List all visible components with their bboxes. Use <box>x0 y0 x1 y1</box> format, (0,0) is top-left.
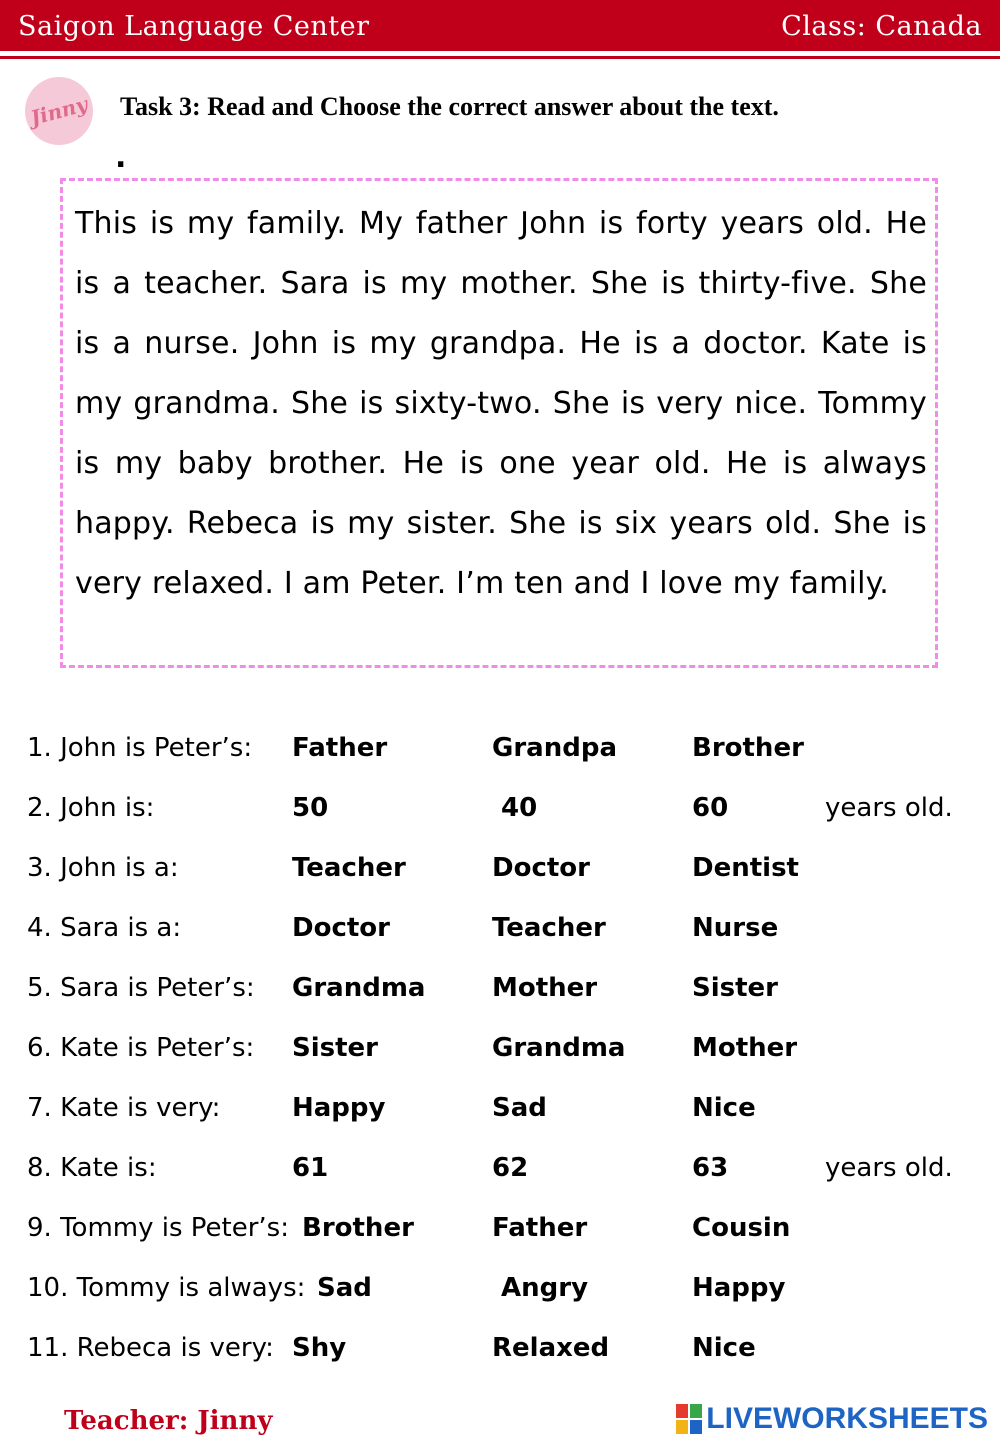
answer-option[interactable]: 62 <box>492 1153 529 1183</box>
answer-option[interactable]: Sad <box>492 1093 547 1123</box>
answer-option[interactable]: Teacher <box>492 913 606 943</box>
liveworksheets-brand <box>676 1402 988 1436</box>
question-row <box>27 904 987 964</box>
answer-option[interactable]: Happy <box>292 1093 386 1123</box>
class-label: Class: Canada <box>781 11 982 42</box>
question-text: 9. Tommy is Peter’s: <box>27 1213 289 1243</box>
answer-option[interactable]: Sister <box>292 1033 378 1063</box>
answer-option[interactable]: 63 <box>692 1153 729 1183</box>
teacher-credit: Teacher: Jinny <box>64 1406 273 1436</box>
question-text: 6. Kate is Peter’s: <box>27 1033 255 1063</box>
question-row <box>27 1024 987 1084</box>
answer-option[interactable]: Nice <box>692 1093 756 1123</box>
answer-option[interactable]: 50 <box>292 793 329 823</box>
answer-option[interactable]: 60 <box>692 793 729 823</box>
question-text: 10. Tommy is always: <box>27 1273 306 1303</box>
answer-option[interactable]: Mother <box>692 1033 798 1063</box>
header-bar <box>0 0 1000 51</box>
answer-option[interactable]: 61 <box>292 1153 329 1183</box>
task-title: Task 3: Read and Choose the correct answer about the text. <box>120 92 779 121</box>
svg-text:Jinny: Jinny <box>27 91 91 131</box>
question-suffix: years old. <box>825 1153 953 1183</box>
answer-option[interactable]: Sister <box>692 973 778 1003</box>
answer-option[interactable]: Angry <box>492 1273 589 1303</box>
answer-option[interactable]: Brother <box>302 1213 414 1243</box>
answer-option[interactable]: Dentist <box>692 853 799 883</box>
question-row <box>27 964 987 1024</box>
answer-option[interactable]: Shy <box>292 1333 347 1363</box>
question-text: 3. John is a: <box>27 853 179 883</box>
answer-option[interactable]: Happy <box>692 1273 786 1303</box>
answer-option[interactable]: Sad <box>317 1273 372 1303</box>
answer-option[interactable]: Relaxed <box>492 1333 610 1363</box>
question-text: 7. Kate is very: <box>27 1093 221 1123</box>
center-name: Saigon Language Center <box>18 11 370 42</box>
question-suffix: years old. <box>825 793 953 823</box>
answer-option[interactable]: Brother <box>692 733 804 763</box>
brand-text: LIVEWORKSHEETS <box>706 1402 988 1435</box>
question-row <box>27 1324 987 1384</box>
answer-option[interactable]: Teacher <box>292 853 406 883</box>
answer-option[interactable]: Grandma <box>492 1033 626 1063</box>
stray-mark: . <box>115 140 127 175</box>
question-row <box>27 1144 987 1204</box>
question-row <box>27 844 987 904</box>
question-text: 5. Sara is Peter’s: <box>27 973 255 1003</box>
question-row <box>27 1204 987 1264</box>
question-text: 2. John is: <box>27 793 155 823</box>
answer-option[interactable]: Father <box>492 1213 588 1243</box>
answer-option[interactable]: Nurse <box>692 913 779 943</box>
question-row <box>27 1084 987 1144</box>
question-row <box>27 1264 987 1324</box>
answer-option[interactable]: Doctor <box>292 913 390 943</box>
header-divider <box>0 56 1000 59</box>
answer-option[interactable]: Grandpa <box>492 733 617 763</box>
question-row <box>27 784 987 844</box>
question-list <box>27 724 987 1384</box>
question-text: 11. Rebeca is very: <box>27 1333 274 1363</box>
question-text: 1. John is Peter’s: <box>27 733 253 763</box>
answer-option[interactable]: Father <box>292 733 388 763</box>
reading-passage: This is my family. My father John is forty years old. He is a teacher. Sara is my mother. She is thirty-five. She is a nurse. John is my grandpa. He is a doctor. Kate is my grandma. She is sixty-two. She is very nice. Tommy is my baby brother. He is one year old. He is always happy. Rebeca is my sister. She is six years old. She is very relaxed. I am Peter. I’m ten and I love my family. <box>75 206 927 601</box>
answer-option[interactable]: Nice <box>692 1333 756 1363</box>
answer-option[interactable]: Grandma <box>292 973 426 1003</box>
answer-option[interactable]: 40 <box>492 793 538 823</box>
answer-option[interactable]: Cousin <box>692 1213 791 1243</box>
jinny-logo <box>22 74 96 148</box>
question-text: 4. Sara is a: <box>27 913 182 943</box>
question-row <box>27 724 987 784</box>
answer-option[interactable]: Mother <box>492 973 598 1003</box>
liveworksheets-logo-icon <box>676 1404 702 1434</box>
question-text: 8. Kate is: <box>27 1153 157 1183</box>
answer-option[interactable]: Doctor <box>492 853 590 883</box>
